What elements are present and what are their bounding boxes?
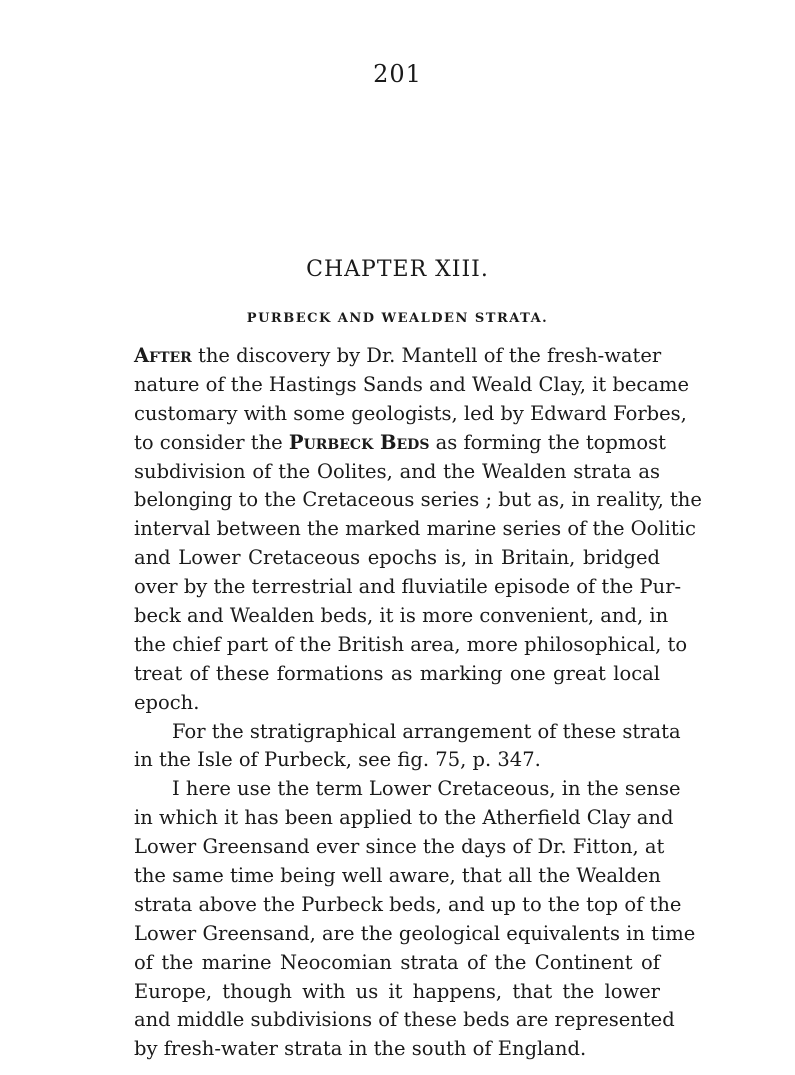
text-line: of the marine Neocomian strata of the Continent of [134,950,660,974]
text-line: and Lower Cretaceous epochs is, in Britain, bridged [134,546,660,570]
inline-caps: Purbeck Beds [288,430,430,454]
text-line: to consider the Purbeck Beds as forming the topmost [134,430,666,454]
text-line: belonging to the Cretaceous series ; but as, in reality, the [134,488,702,512]
chapter-title: CHAPTER XIII. [306,257,489,282]
text-line: and middle subdivisions of these beds are represented [134,1008,675,1032]
text-line: in which it has been applied to the Atherfield Clay and [134,806,674,830]
text-line: nature of the Hastings Sands and Weald Clay, it became [134,372,689,396]
text-line: the chief part of the British area, more philosophical, to [134,632,688,656]
text-line: by fresh-water strata in the south of England. [134,1037,587,1061]
text-line: in the Isle of Purbeck, see fig. 75, p. 347. [134,748,541,772]
text-line: Europe, though with us it happens, that the lower [134,979,660,1003]
text-line: I here use the term Lower Cretaceous, in the sense [172,777,681,801]
text-line: customary with some geologists, led by Edward Forbes, [134,401,687,425]
section-title: PURBECK AND WEALDEN STRATA. [246,311,549,326]
text-line: subdivision of the Oolites, and the Wealden strata as [134,459,660,483]
text-line: Lower Greensand, are the geological equivalents in time [134,921,696,945]
text-line: epoch. [134,690,200,714]
text-line: beck and Wealden beds, it is more convenient, and, in [134,604,669,628]
text-line: Lower Greensand ever since the days of Dr. Fitton, at [134,835,665,859]
page-number: 201 [373,60,422,88]
text-line: the same time being well aware, that all the Wealden [134,864,661,888]
text-line: treat of these formations as marking one great local [134,661,660,685]
text-line: interval between the marked marine series of the Oolitic [134,517,696,541]
lead-caps: After [134,344,192,367]
text-line: over by the terrestrial and fluviatile episode of the Pur- [134,575,682,599]
text-line: After the discovery by Dr. Mantell of the fresh-water [134,344,662,367]
text-line: For the stratigraphical arrangement of these strata [172,719,681,743]
text-line: strata above the Purbeck beds, and up to the top of the [134,892,682,916]
body-text [134,342,702,1064]
